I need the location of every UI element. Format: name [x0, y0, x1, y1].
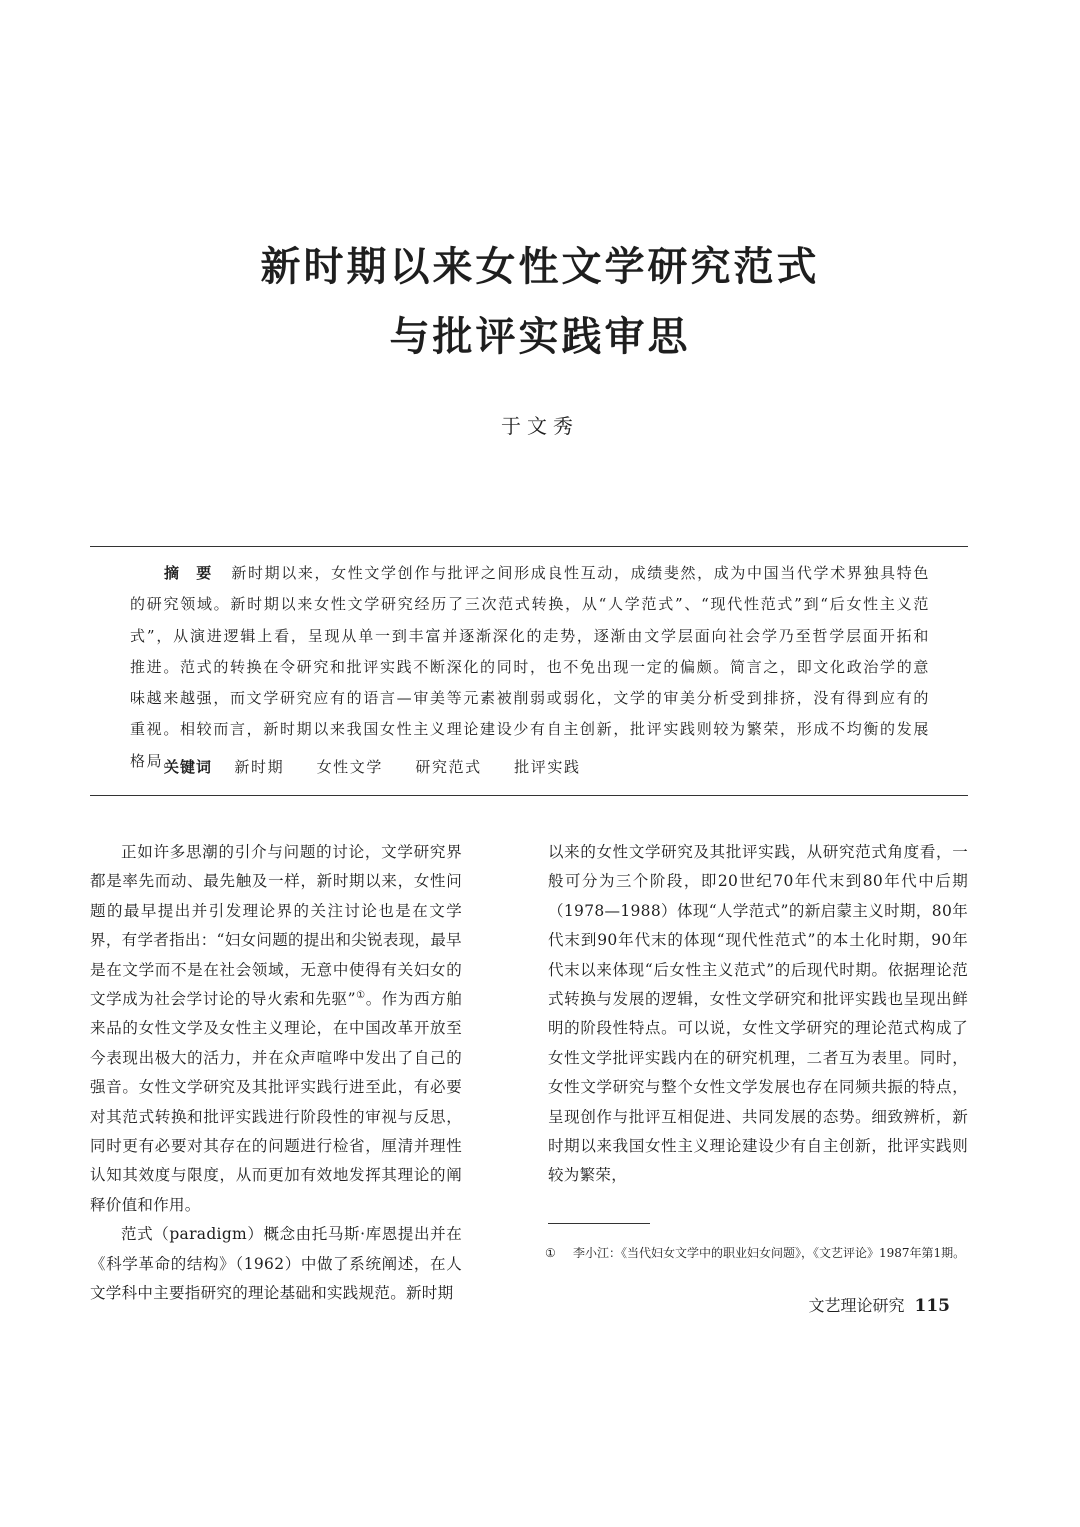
footnote-mark: ①: [545, 1246, 556, 1260]
keyword-item: 批评实践: [514, 758, 581, 776]
title-line-2: 与批评实践审思: [389, 314, 691, 360]
keyword-item: 新时期: [234, 758, 285, 776]
keyword-item: 研究范式: [415, 758, 482, 776]
footnote-rule: [548, 1223, 650, 1224]
abstract-top-rule: [90, 546, 968, 547]
author-name: 于文秀: [501, 414, 579, 438]
title-line-1: 新时期以来女性文学研究范式: [260, 244, 820, 290]
footnote-reference[interactable]: ①: [355, 989, 366, 1001]
journal-name: 文艺理论研究: [808, 1296, 905, 1315]
abstract-label: 摘 要: [164, 564, 218, 582]
footnote: [545, 1243, 970, 1263]
body-text: 。作为西方舶来品的女性文学及女性主义理论，在中国改革开放至今表现出极大的活力，并在众声喧哗中发出了自己的强音。女性文学研究及其批评实践行进至此，有必要对其范式转换和批评实践进行阶段性的审视与反思，同时更有必要对其存在的问题进行检省，厘清并理性认知其效度与限度，从而更加有效地发挥其理论的阐释价值和作用。: [90, 990, 463, 1214]
running-footer: [808, 1293, 950, 1316]
article-title: [0, 232, 1080, 372]
page-number: 115: [914, 1296, 950, 1316]
abstract-text: 新时期以来，女性文学创作与批评之间形成良性互动，成绩斐然，成为中国当代学术界独具特色的研究领域。新时期以来女性文学研究经历了三次范式转换，从“人学范式”、“现代性范式”到“后女性主义范式”，从演进逻辑上看，呈现从单一到丰富并逐渐深化的走势，逐渐由文学层面向社会学乃至哲学层面开拓和推进。范式的转换在令研究和批评实践不断深化的同时，也不免出现一定的偏颇。简言之，即文化政治学的意味越来越强，而文学研究应有的语言—审美等元素被削弱或弱化，文学的审美分析受到排挤，没有得到应有的重视。相较而言，新时期以来我国女性主义理论建设少有自主创新，批评实践则较为繁荣，形成不均衡的发展格局。: [130, 564, 930, 770]
keyword-item: 女性文学: [316, 758, 383, 776]
body-column-right: [548, 838, 968, 1191]
body-paragraph: [90, 838, 462, 1220]
body-paragraph: 范式（paradigm）概念由托马斯·库恩提出并在《科学革命的结构》（1962）中做了系统阐述，在人文学科中主要指研究的理论基础和实践规范。新时期: [90, 1225, 462, 1303]
footnote-text: 李小江：《当代妇女文学中的职业妇女问题》，《文艺评论》1987年第1期。: [573, 1246, 966, 1260]
body-column-left: [90, 838, 462, 1309]
abstract-block: [130, 558, 930, 777]
abstract-bottom-rule: [90, 795, 968, 796]
body-text: 正如许多思潮的引介与问题的讨论，文学研究界都是率先而动、最先触及一样，新时期以来，女性问题的最早提出并引发理论界的关注讨论也是在文学界，有学者指出：“妇女问题的提出和尖锐表现，最早是在文学而不是在社会领域，无意中使得有关妇女的文学成为社会学讨论的导火索和先驱”: [90, 843, 462, 1009]
body-paragraph: 以来的女性文学研究及其批评实践，从研究范式角度看，一般可分为三个阶段，即20世纪70年代末到80年代中后期（1978—1988）体现“人学范式”的新启蒙主义时期，80年代末到90年代末的体现“现代性范式”的本土化时期，90年代末以来体现“后女性主义范式”的后现代时期。依据理论范式转换与发展的逻辑，女性文学研究和批评实践也呈现出鲜明的阶段性特点。可以说，女性文学研究的理论范式构成了女性文学批评实践内在的研究机理，二者互为表里。同时，女性文学研究与整个女性文学发展也存在同频共振的特点，呈现创作与批评互相促进、共同发展的态势。细致辨析，新时期以来我国女性主义理论建设少有自主创新，批评实践则较为繁荣，: [548, 843, 968, 1185]
keywords-label: 关键词: [164, 758, 213, 776]
keywords-row: [164, 756, 607, 777]
